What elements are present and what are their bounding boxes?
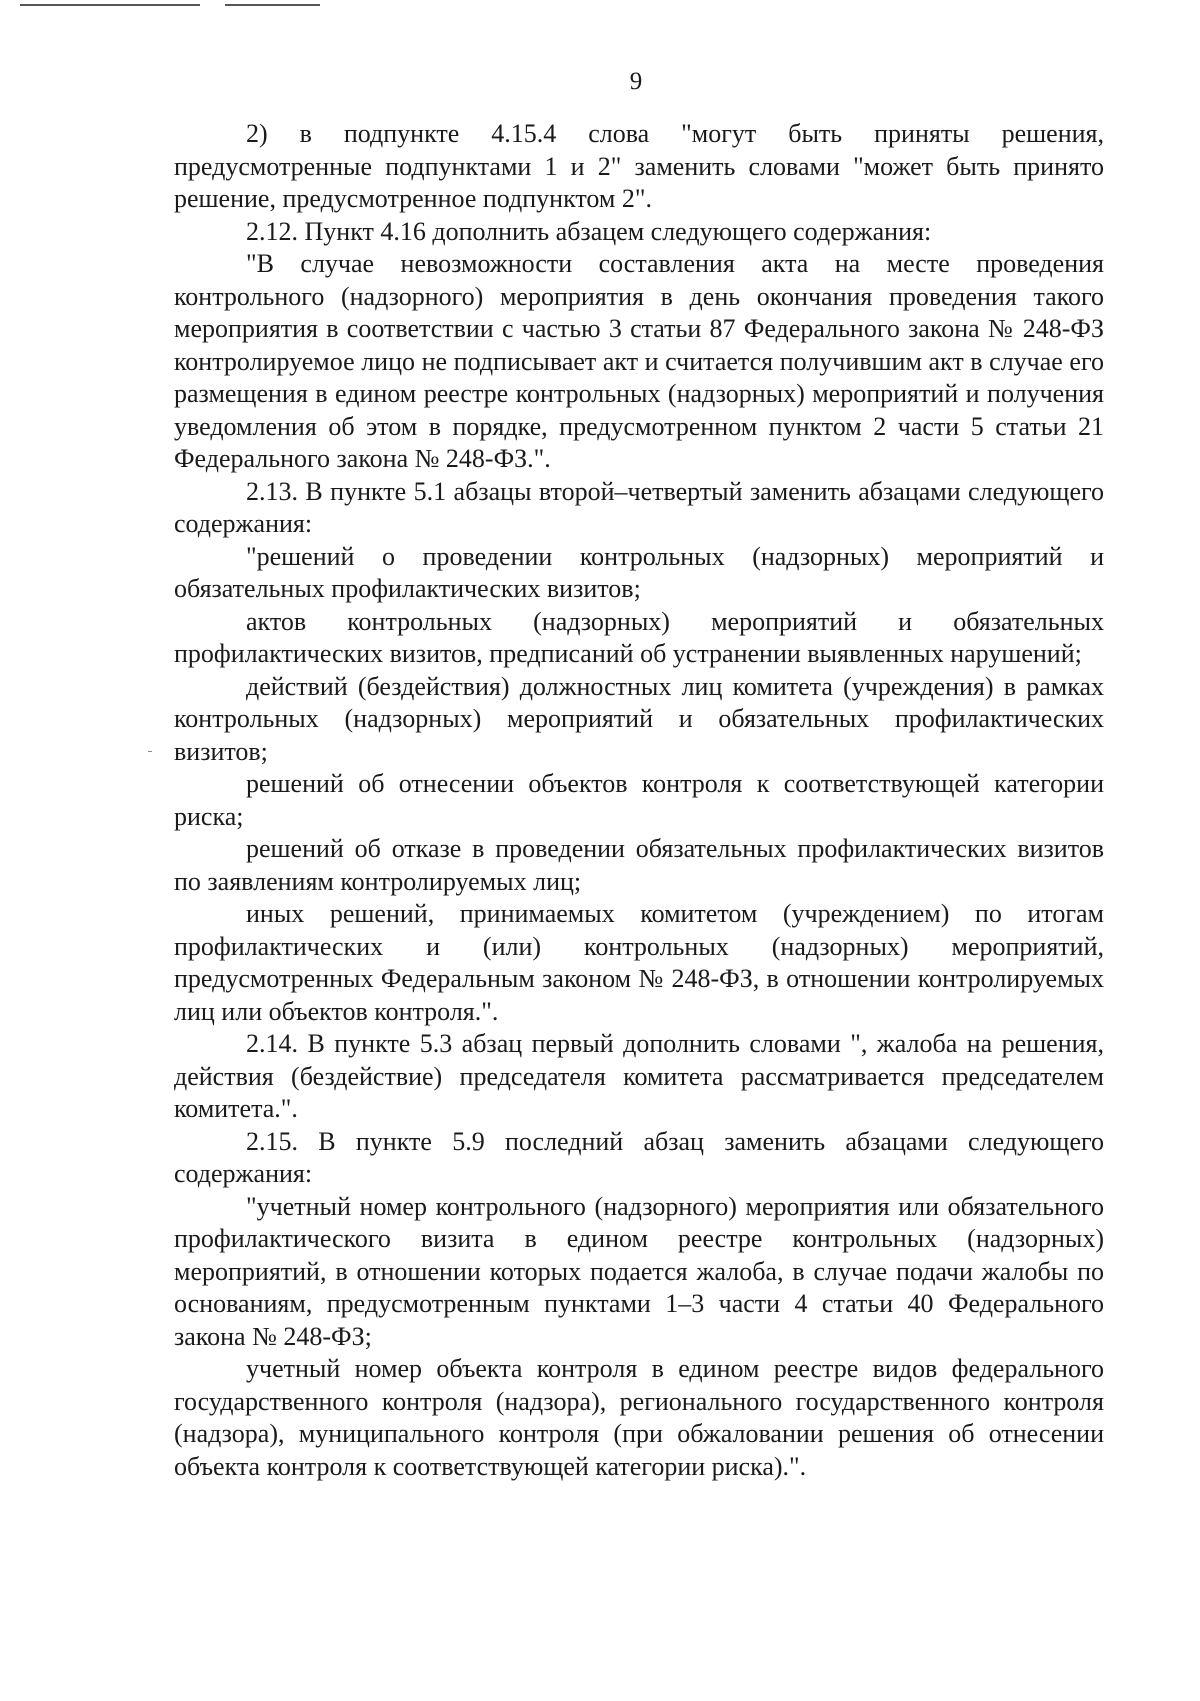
paragraph: 2.12. Пункт 4.16 дополнить абзацем следующего содержания: [246,216,932,246]
paragraph: актов контрольных (надзорных) мероприятий и обязательных профилактических визитов, предписаний об устранении выявленных нарушений; [174,606,1104,668]
paragraph: 2.14. В пункте 5.3 абзац первый дополнить словами ", жалоба на решения, действия (бездействие) председателя комитета рассматривается председателем комитета.". [174,1029,1104,1123]
paragraph: 2.13. В пункте 5.1 абзацы второй–четвертый заменить абзацами следующего содержания: [174,476,1104,538]
paragraph: "решений о проведении контрольных (надзорных) мероприятий и обязательных профилактических визитов; [174,541,1104,603]
paragraph: "учетный номер контрольного (надзорного) мероприятия или обязательного профилактического визита в едином реестре контрольных (надзорных) мероприятий, в отношении которых подается жалоба, в случае подачи жалобы по основаниям, предусмотренным пунктами 1–3 части 4 статьи 40 Федерального закона № 248-ФЗ; [174,1191,1104,1351]
paragraph: действий (бездействия) должностных лиц комитета (учреждения) в рамках контрольных (надзорных) мероприятий и обязательных профилактических визитов; [174,671,1104,766]
paragraph: "В случае невозможности составления акта на месте проведения контрольного (надзорного) мероприятия в день окончания проведения такого мероприятия в соответствии с частью 3 статьи 87 Федерального закона № 248-ФЗ контролируемое лицо не подписывает акт и считается получившим акт в случае его размещения в едином реестре контрольных (надзорных) мероприятий и получения уведомления об этом в порядке, предусмотренном пунктом 2 части 5 статьи 21 Федерального закона № 248-ФЗ.". [174,249,1104,473]
scan-edge-line [225,4,320,6]
margin-tick-mark [148,751,152,752]
paragraph: решений об отнесении объектов контроля к соответствующей категории риска; [174,769,1104,831]
paragraph: 2.15. В пункте 5.9 последний абзац заменить абзацами следующего содержания: [174,1126,1104,1188]
document-body [174,118,1104,1483]
paragraph: 2) в подпункте 4.15.4 слова "могут быть приняты решения, предусмотренные подпунктами 1 и 2" заменить словами "может быть принято решение, предусмотренное подпунктом 2". [174,119,1104,213]
scan-edge-marks [0,0,1200,12]
paragraph: решений об отказе в проведении обязательных профилактических визитов по заявлениям контролируемых лиц; [174,834,1104,896]
paragraph: учетный номер объекта контроля в едином реестре видов федерального государственного контроля (надзора), регионального государственного контроля (надзора), муниципального контроля (при обжаловании решения об отнесении объекта контроля к соответствующей категории риска).". [174,1354,1104,1481]
paragraph: иных решений, принимаемых комитетом (учреждением) по итогам профилактических и (или) контрольных (надзорных) мероприятий, предусмотренных Федеральным законом № 248-ФЗ, в отношении контролируемых лиц или объектов контроля.". [174,899,1104,1026]
page-number: 9 [629,68,643,95]
scan-edge-line [20,4,200,6]
